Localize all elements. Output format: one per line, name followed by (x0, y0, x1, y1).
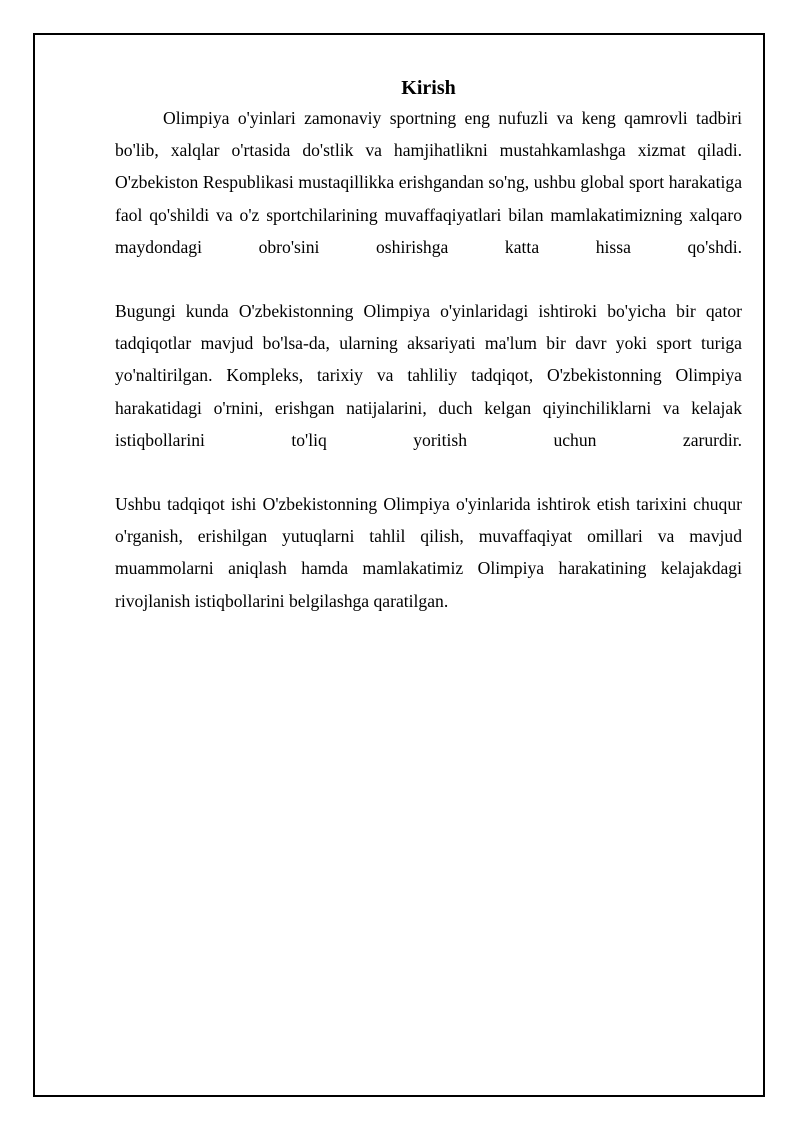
paragraph-spacer (115, 263, 742, 295)
paragraph-spacer (115, 456, 742, 488)
paragraph-intro: Olimpiya o'yinlari zamonaviy sportning eng nufuzli va keng qamrovli tadbiri bo'lib, xalqlar o'rtasida do'stlik va hamjihatlikni mustahkamlashga xizmat qiladi. O'zbekiston Respublikasi mustaqillikka erishgandan so'ng, ushbu global sport harakatiga faol qo'shildi va o'z sportchilarining muvaffaqiyatlari bilan mamlakatimizning xalqaro maydondagi obro'sini oshirishga katta hissa qo'shdi. (115, 108, 742, 257)
paragraph-research-goal: Ushbu tadqiqot ishi O'zbekistonning Olimpiya o'yinlarida ishtirok etish tarixini chuqur o'rganish, erishilgan yutuqlarni tahlil qilish, muvaffaqiyat omillari va mavjud muammolarni aniqlash hamda mamlakatimiz Olimpiya harakatining kelajakdagi rivojlanish istiqbollarini belgilashga qaratilgan. (115, 494, 742, 611)
document-body (115, 74, 742, 617)
paragraph-research-status: Bugungi kunda O'zbekistonning Olimpiya o'yinlaridagi ishtiroki bo'yicha bir qator tadqiqotlar mavjud bo'lsa-da, ularning aksariyati ma'lum bir davr yoki sport turiga yo'naltirilgan. Kompleks, tarixiy va tahliliy tadqiqot, O'zbekistonning Olimpiya harakatidagi o'rnini, erishgan natijalarini, duch kelgan qiyinchiliklarni va kelajak istiqbollarini to'liq yoritish uchun zarurdir. (115, 301, 742, 450)
page-title: Kirish (401, 77, 456, 99)
